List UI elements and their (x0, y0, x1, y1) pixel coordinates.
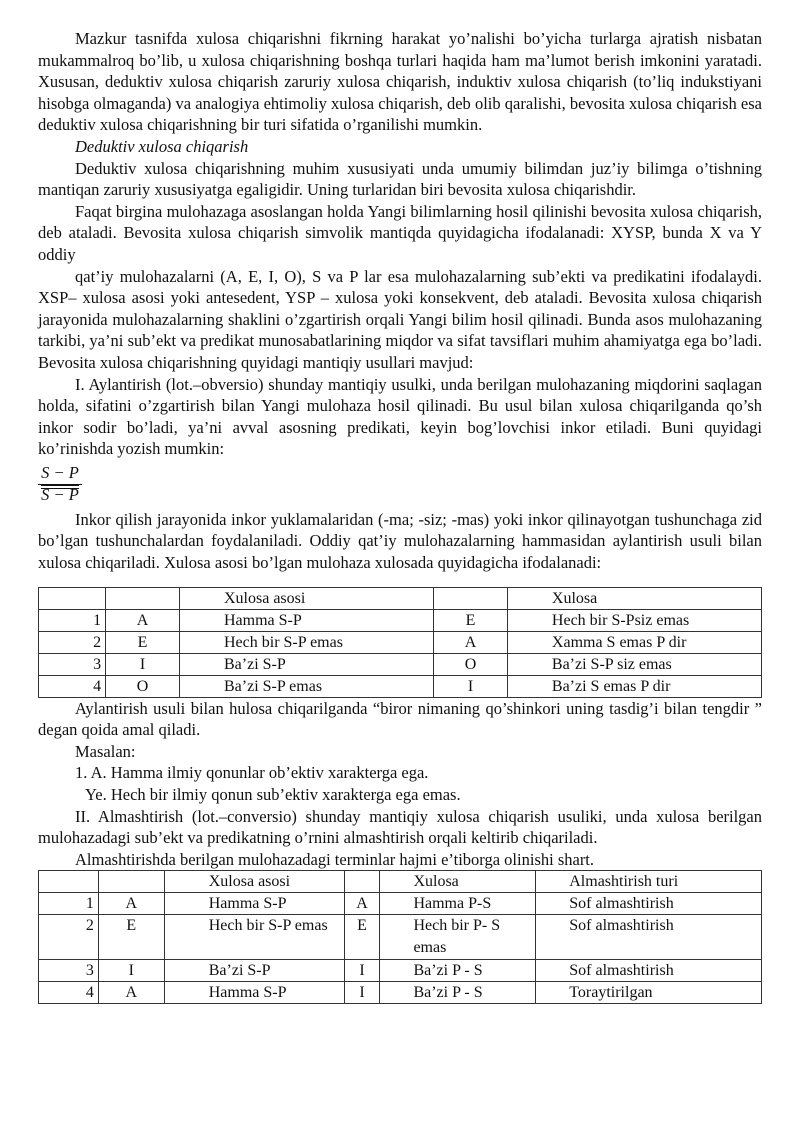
table-cell: Hamma S-P (164, 893, 344, 915)
paragraph-negation: Inkor qilish jarayonida inkor yuklamalaridan (-ma; -siz; -mas) yoki inkor qilinayotgan tushunchaga zid bo’lgan tushunchalardan foydalaniladi. Oddiy qat’iy mulohazalarning hammasidan aylantirish usuli bilan xulosa chiqariladi. Xulosa asosi bo’lgan mulohaza xulosada quyidagicha ifodalanadi: (38, 509, 762, 573)
formula-den-left: S − (41, 484, 69, 504)
paragraph-rule: Aylantirish usuli bilan hulosa chiqarilganda “biror nimaning qo’shinkori uning tasdig’i bilan tengdir ” degan qoida amal qiladi. (38, 698, 762, 740)
table-header-cell (344, 871, 380, 893)
table-cell: 2 (39, 915, 99, 960)
table-cell: Ba’zi S-P siz emas (507, 653, 761, 675)
table-header-cell: Xulosa (507, 587, 761, 609)
table-cell: Hamma P-S (380, 893, 536, 915)
paragraph-terms: Almashtirishda berilgan mulohazadagi terminlar hajmi e’tiborga olinishi shart. (75, 849, 595, 869)
table-cell: E (106, 631, 180, 653)
table-row (39, 893, 762, 915)
table-row (39, 675, 762, 697)
table-cell: I (106, 653, 180, 675)
table-cell: Hech bir S-Psiz emas (507, 609, 761, 631)
table-row (39, 915, 762, 960)
table-cell: E (434, 609, 508, 631)
table-cell: Toraytirilgan (536, 982, 762, 1004)
formula-den-right: $\overline{P}$ (68, 484, 79, 504)
table-cell: Hech bir S-P emas (164, 915, 344, 960)
paragraph-intro: Mazkur tasnifda xulosa chiqarishni fikrning harakat yo’nalishi bo’yicha turlarga ajratish nisbatan mukammalroq bo’lib, u xulosa chiqarishning boshqa turlari haqida ham ma’lumot berish imkonini yaratadi. Xususan, deduktiv xulosa chiqarish zaruriy xulosa chiqarish, induktiv xulosa chiqarish (to’liq indukstiyani hisobga olmaganda) va analogiya ehtimoliy xulosa chiqarish, deb olib qaralishi, bevosita xulosa chiqarish esa deduktiv xulosa chiqarishning bir turi sifatida o’rganilishi mumkin. (38, 29, 762, 135)
paragraph-categorical: qat’iy mulohazalarni (A, E, I, O), S va P lar esa mulohazalarning sub’ekti va predikatini ifodalaydi. XSP– xulosa asosi yoki antesedent, YSP – xulosa yoki konsekvent, deb ataladi. Bevosita xulosa chiqarish jarayonida mulohazalarning shaklini o’zgartirish orqali Yangi bilim hosil qilinadi. Bunda asos mulohazaning tarkibi, ya’ni sub’ekt va predikat munosabatlarining miqdor va sifat tavsiflari muhim ahamiyatga ega bo’ladi. Bevosita xulosa chiqarishning quyidagi mantiqiy usullari mavjud: (38, 266, 762, 372)
table-cell: I (98, 960, 164, 982)
table-header-cell: Xulosa (380, 871, 536, 893)
paragraph-deductive: Deduktiv xulosa chiqarishning muhim xususiyati unda umumiy bilimdan juz’iy bilimga o’tishning mantiqan zaruriy xususiyatga egaligidir. Uning turlaridan biri bevosita xulosa chiqarishdir. (38, 158, 762, 200)
table-cell: Hech bir P- S emas (380, 915, 536, 960)
table-row (39, 609, 762, 631)
table-cell: Sof almashtirish (536, 915, 762, 960)
table-cell: Sof almashtirish (536, 893, 762, 915)
table-cell: Ba’zi S-P (180, 653, 434, 675)
table-cell: 3 (39, 960, 99, 982)
formula-numerator: S − P (38, 463, 82, 485)
table-row (39, 653, 762, 675)
table-cell: A (98, 982, 164, 1004)
table-row (39, 982, 762, 1004)
section-heading: Deduktiv xulosa chiqarish (75, 136, 249, 156)
table-cell: 3 (39, 653, 106, 675)
paragraph-example-label: Masalan: (75, 741, 136, 761)
table-cell: A (98, 893, 164, 915)
table-cell: A (434, 631, 508, 653)
table-header-cell (98, 871, 164, 893)
table-cell: Hamma S-P (180, 609, 434, 631)
table-header-row (39, 587, 762, 609)
table-cell: Hamma S-P (164, 982, 344, 1004)
table-cell: 1 (39, 893, 99, 915)
formula-denominator (38, 485, 82, 505)
table-cell: Xamma S emas P dir (507, 631, 761, 653)
table-header-cell (39, 871, 99, 893)
table-header-cell (39, 587, 106, 609)
paragraph-obversion: I. Aylantirish (lot.–obversio) shunday mantiqiy usulki, unda berilgan mulohazaning miqdorini saqlagan holda, sifatini o’zgartirish bilan Yangi mulohaza hosil qilinadi. Bu usul bilan xulosa chiqarilganda qo’sh inkor sodir bo’ladi, ya’ni avval asosning predikati, keyin bog’lovchisi inkor etiladi. Buni quyidagi ko’rinishda yozish mumkin: (38, 374, 762, 459)
obversion-formula (38, 463, 82, 505)
paragraph-direct-inference: Faqat birgina mulohazaga asoslangan holda Yangi bilimlarning hosil qilinishi bevosita xulosa chiqarish, deb ataladi. Bevosita xulosa chiqarish simvolik mantiqda quyidagicha ifodalanadi: XYSP, bunda X va Y oddiy (38, 201, 762, 264)
table-header-cell: Xulosa asosi (180, 587, 434, 609)
table-cell: I (344, 960, 380, 982)
table-cell: A (344, 893, 380, 915)
table-header-cell: Xulosa asosi (164, 871, 344, 893)
table-cell: 2 (39, 631, 106, 653)
conversion-table (38, 870, 762, 1004)
paragraph-conversion: II. Almashtirish (lot.–conversio) shunday mantiqiy xulosa chiqarish usuliki, unda xulosa berilgan mulohazadagi sub’ekt va predikatning o’rnini almashtirish orqali keltirib chiqariladi. (38, 806, 762, 848)
example-line-1: 1. A. Hamma ilmiy qonunlar ob’ektiv xarakterga ega. (75, 763, 429, 783)
table-cell: Hech bir S-P emas (180, 631, 434, 653)
table-cell: I (434, 675, 508, 697)
table-cell: O (434, 653, 508, 675)
table-header-cell: Almashtirish turi (536, 871, 762, 893)
table-cell: Ba’zi P - S (380, 982, 536, 1004)
table-cell: 4 (39, 675, 106, 697)
table-cell: Sof almashtirish (536, 960, 762, 982)
table-cell: E (98, 915, 164, 960)
table-cell: A (106, 609, 180, 631)
table-cell: 4 (39, 982, 99, 1004)
table-cell: 1 (39, 609, 106, 631)
table-cell: O (106, 675, 180, 697)
table-cell: I (344, 982, 380, 1004)
table-header-cell (434, 587, 508, 609)
table-row (39, 631, 762, 653)
table-cell: Ba’zi P - S (380, 960, 536, 982)
table-cell: E (344, 915, 380, 960)
table-row (39, 960, 762, 982)
obversion-table (38, 587, 762, 698)
table-cell: Ba’zi S emas P dir (507, 675, 761, 697)
table-header-cell (106, 587, 180, 609)
example-line-2: Ye. Hech bir ilmiy qonun sub’ektiv xarakterga ega emas. (85, 785, 461, 805)
table-cell: Ba’zi S-P (164, 960, 344, 982)
table-cell: Ba’zi S-P emas (180, 675, 434, 697)
document-page (38, 28, 762, 1004)
table-header-row (39, 871, 762, 893)
